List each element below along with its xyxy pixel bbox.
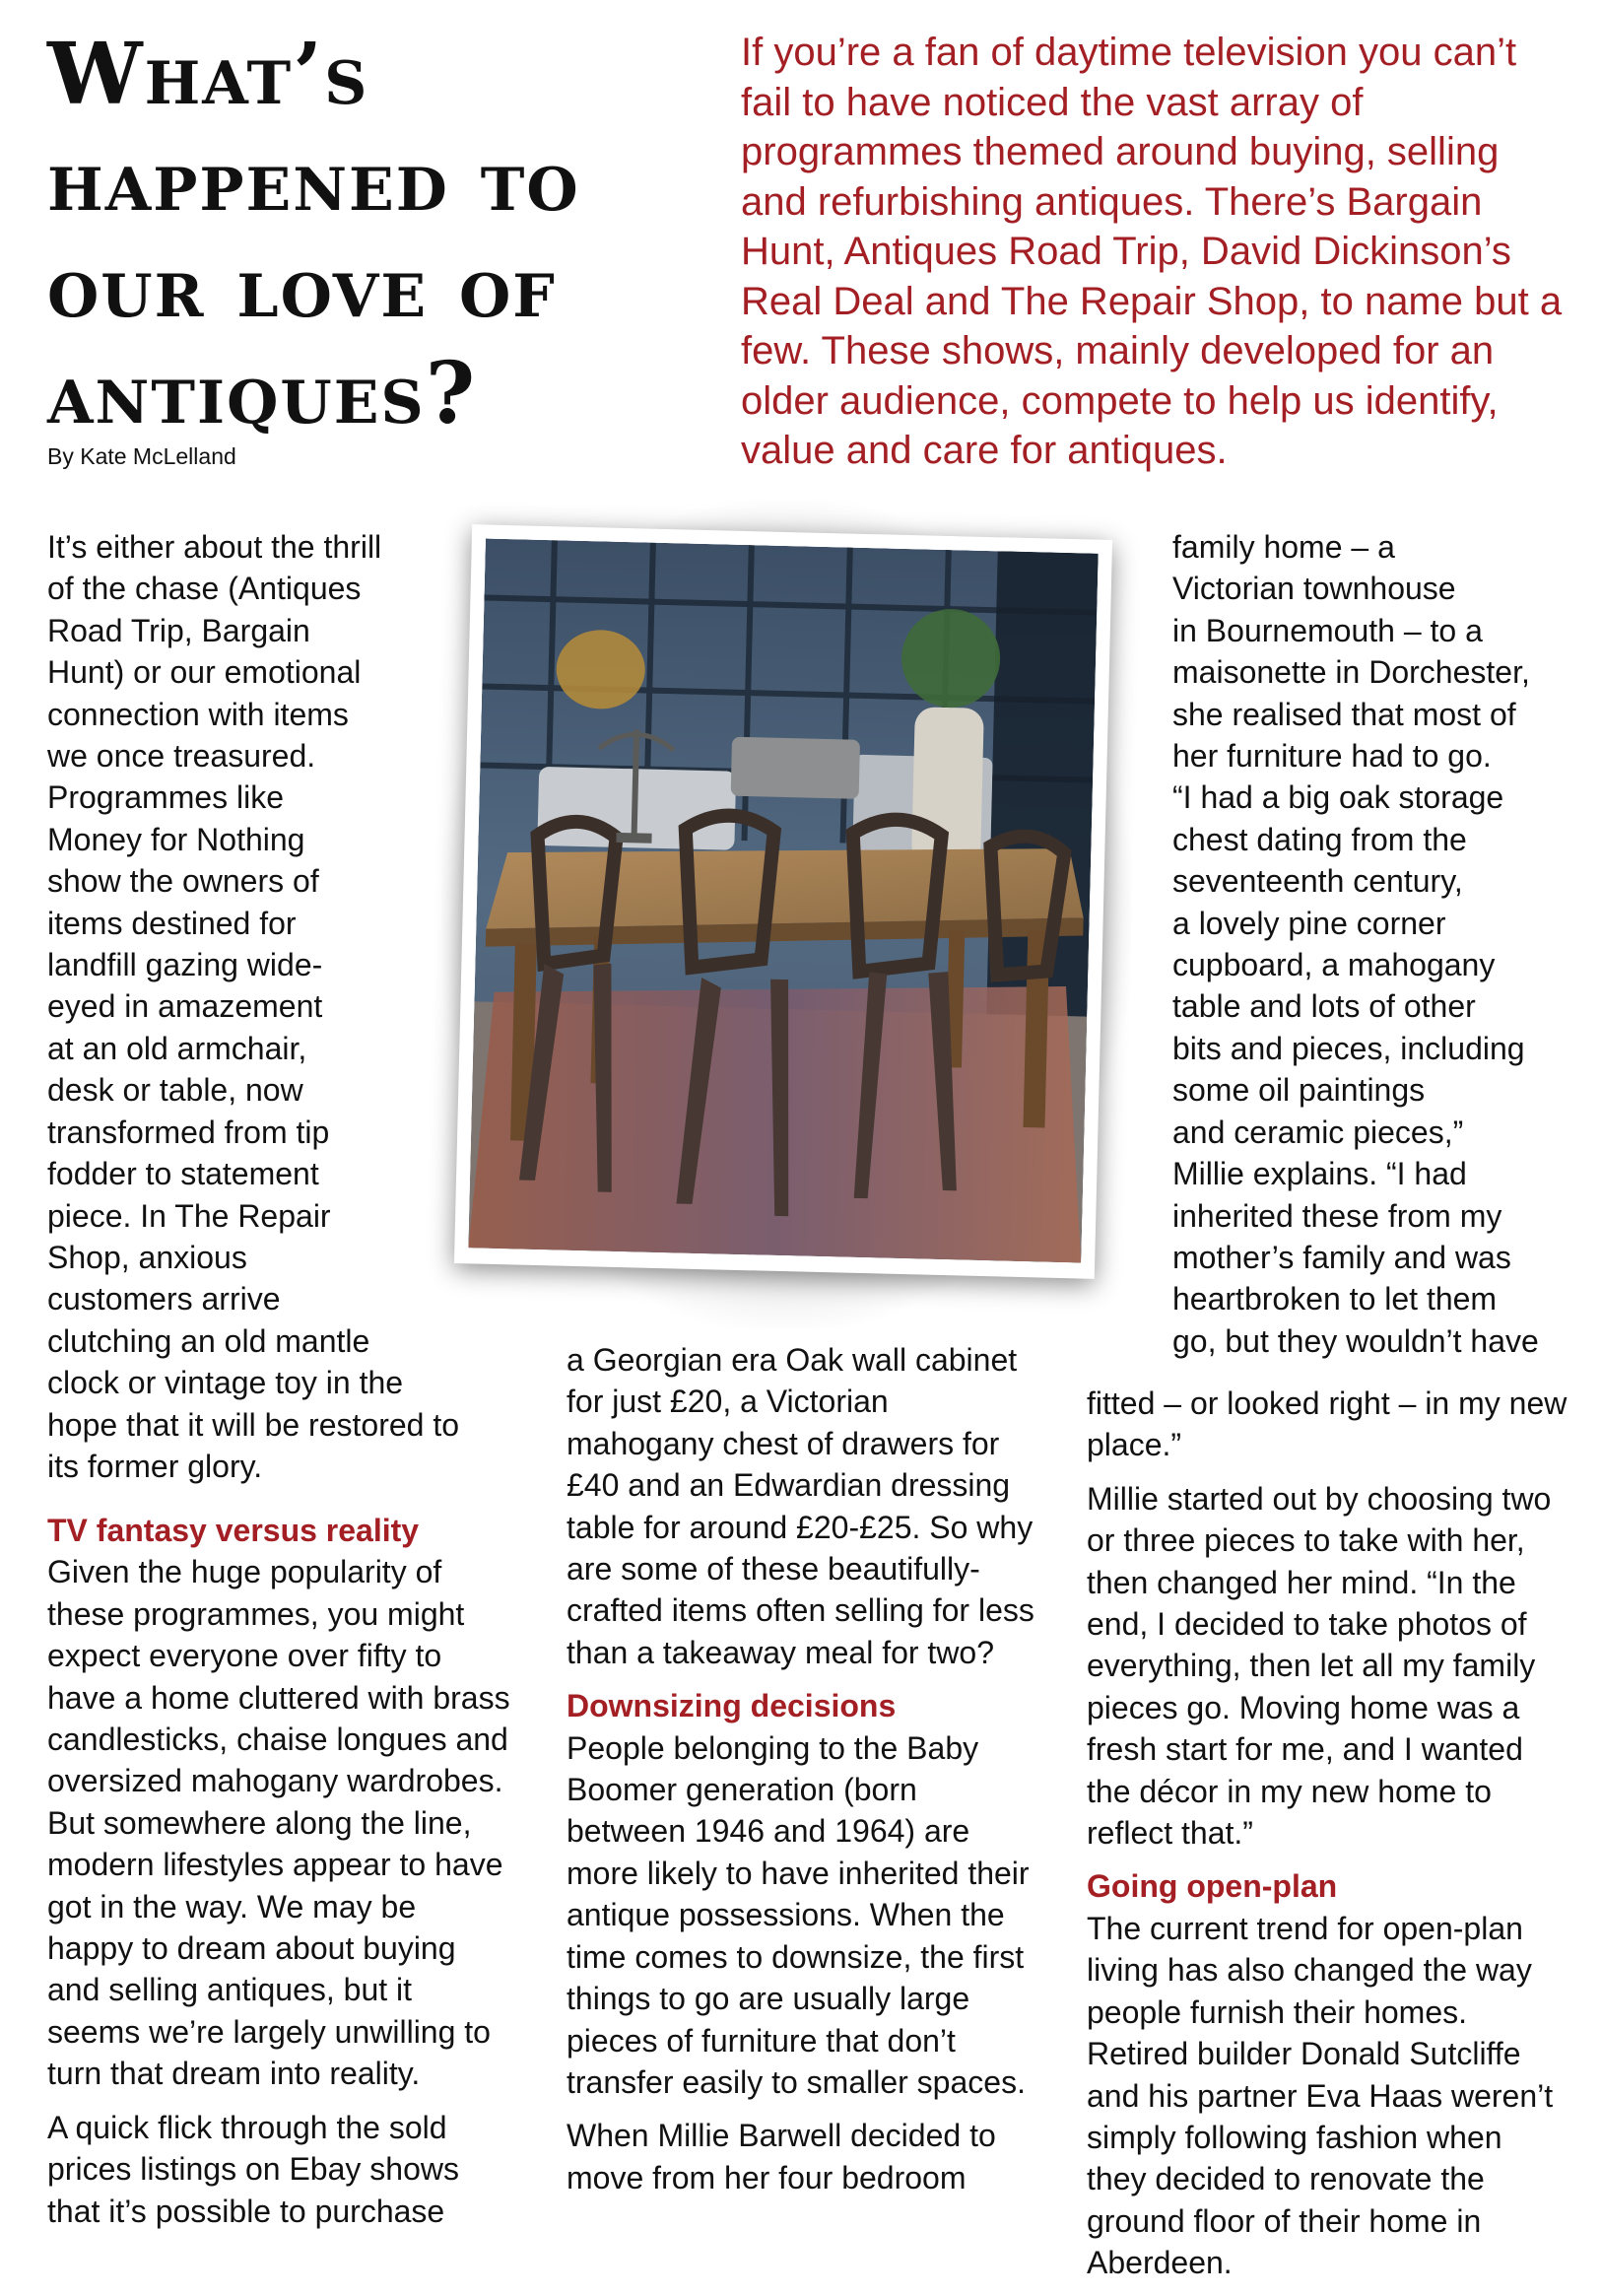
column-1-text: [47, 526, 510, 1487]
text-line: show the owners of: [47, 863, 319, 900]
text-line: Road Trip, Bargain: [47, 612, 310, 648]
text-line: transformed from tip: [47, 1114, 330, 1150]
text-line: bits and pieces, including: [1172, 1030, 1525, 1066]
paragraph: Millie started out by choosing two or three pieces to take with her, then changed her mind. “In the end, I decided to take photos of everything, then let all my family pieces go. Moving home was a fresh start for me, and I wanted the décor in my new home to reflect that.”: [1087, 1480, 1552, 1852]
text-line: clutching an old mantle: [47, 1322, 370, 1359]
text-line: fodder to statement: [47, 1156, 319, 1192]
text-line: piece. In The Repair: [47, 1197, 331, 1234]
text-line: table and lots of other: [1172, 988, 1476, 1025]
text-line: a lovely pine corner: [1172, 905, 1446, 941]
paragraph: People belonging to the Baby Boomer generation (born between 1946 and 1964) are more likely to have inherited their antique possessions. When the time comes to downsize, the first things to go are usually large pieces of furniture that don’t transfer easily to smaller spaces.: [567, 1729, 1030, 2100]
text-line: It’s either about the thrill: [47, 529, 382, 565]
title-line: What’s: [47, 25, 369, 124]
text-line: cupboard, a mahogany: [1172, 947, 1496, 983]
column-3-text: [1172, 526, 1567, 1362]
text-line: Shop, anxious: [47, 1239, 247, 1275]
text-line: Programmes like: [47, 779, 285, 816]
text-line: “I had a big oak storage: [1172, 779, 1504, 816]
text-line: we once treasured.: [47, 738, 316, 775]
subheading-downsizing: Downsizing decisions: [567, 1688, 897, 1724]
text-line: mother’s family and was: [1172, 1239, 1511, 1275]
article-title: [47, 22, 737, 447]
text-line: hope that it will be restored to: [47, 1406, 460, 1443]
column-1-continued: [47, 1510, 510, 2244]
text-line: inherited these from my: [1172, 1197, 1502, 1234]
text-line: connection with items: [47, 696, 349, 732]
column-3-continued: [1087, 1383, 1569, 2296]
text-line: landfill gazing wide-: [47, 947, 323, 983]
text-line: clock or vintage toy in the: [47, 1365, 404, 1401]
text-line: her furniture had to go.: [1172, 738, 1492, 775]
byline: By Kate McLelland: [47, 443, 236, 469]
title-line: antiques?: [47, 344, 478, 443]
paragraph: fitted – or looked right – in my new place.”: [1087, 1385, 1568, 1463]
subheading-tv-fantasy: TV fantasy versus reality: [47, 1513, 420, 1548]
subheading-open-plan: Going open-plan: [1087, 1868, 1338, 1905]
text-line: Money for Nothing: [47, 821, 305, 857]
text-line: in Bournemouth – to a: [1172, 612, 1483, 648]
text-line: go, but they wouldn’t have: [1172, 1322, 1539, 1359]
text-line: seventeenth century,: [1172, 863, 1463, 900]
paragraph: When Millie Barwell decided to move from her four bedroom: [567, 2118, 996, 2195]
text-line: its former glory.: [47, 1448, 263, 1484]
text-line: at an old armchair,: [47, 1030, 307, 1066]
paragraph: The current trend for open-plan living has also changed the way people furnish their homes. Retired builder Donald Sutcliffe and his partner Eva Haas weren’t simply following fashion when they decided to renovate the ground floor of their home in Aberdeen.: [1087, 1910, 1554, 2281]
column-2-text: [567, 1339, 1039, 2210]
text-line: chest dating from the: [1172, 821, 1467, 857]
text-line: desk or table, now: [47, 1072, 303, 1109]
title-line: happened to: [47, 131, 580, 231]
text-line: and ceramic pieces,”: [1172, 1114, 1464, 1150]
text-line: of the chase (Antiques: [47, 571, 362, 607]
paragraph: a Georgian era Oak wall cabinet for just £20, a Victorian mahogany chest of drawers for £40 and an Edwardian dressing table for around £20-£25. So why are some of these beautifully-crafted items often selling for less than a takeaway meal for two?: [567, 1342, 1034, 1670]
text-line: items destined for: [47, 905, 297, 941]
title-line: our love of: [47, 237, 557, 337]
text-line: heartbroken to let them: [1172, 1281, 1498, 1317]
paragraph: Given the huge popularity of these programmes, you might expect everyone over fifty to have a home cluttered with brass candlesticks, chaise longues and oversized mahogany wardrobes. But somewhere along the line, modern lifestyles appear to have got in the way. We may be happy to dream about buying and selling antiques, but it seems we’re largely unwilling to turn that dream into reality.: [47, 1554, 510, 2092]
intro-standfirst: If you’re a fan of daytime television you can’t fail to have noticed the vast array of programmes themed around buying, selling and refurbishing antiques. There’s Bargain Hunt, Antiques Road Trip, David Dickinson’s Real Deal and The Repair Shop, to name but a few. These shows, mainly developed for an older audience, compete to help us identify, value and care for antiques.: [741, 31, 1563, 472]
text-line: Hunt) or our emotional: [47, 654, 362, 691]
paragraph: A quick flick through the sold prices listings on Ebay shows that it’s possible to purchase: [47, 2109, 459, 2229]
dining-table-photo: [468, 539, 1098, 1263]
text-line: she realised that most of: [1172, 696, 1516, 732]
text-line: customers arrive: [47, 1281, 281, 1317]
text-line: some oil paintings: [1172, 1072, 1426, 1109]
text-line: Victorian townhouse: [1172, 571, 1456, 607]
text-line: Millie explains. “I had: [1172, 1156, 1467, 1192]
article-photo-frame: [454, 524, 1112, 1279]
text-line: eyed in amazement: [47, 988, 323, 1025]
text-line: maisonette in Dorchester,: [1172, 654, 1530, 691]
text-line: family home – a: [1172, 529, 1395, 565]
